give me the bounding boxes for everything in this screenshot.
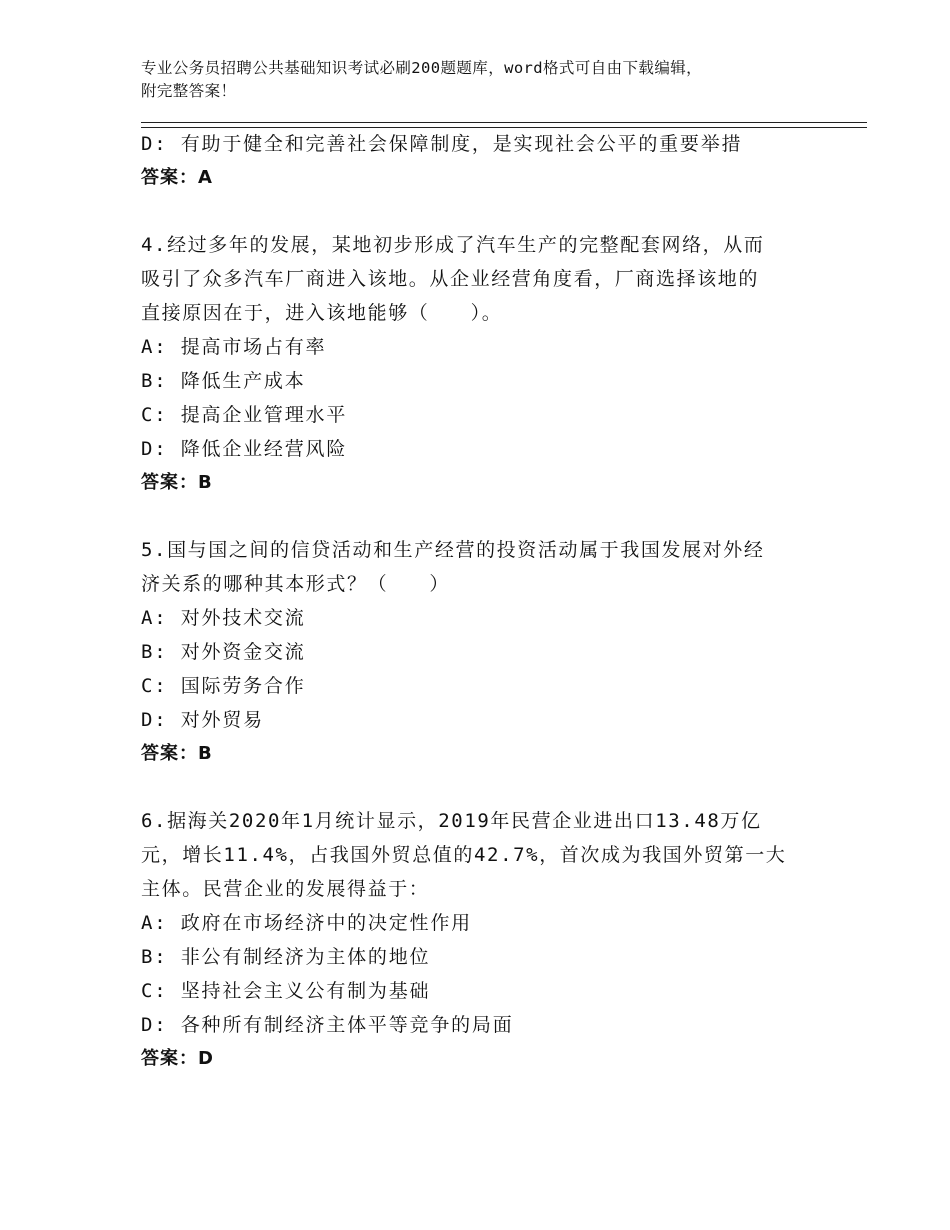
option-c: C: 坚持社会主义公有制为基础 [141, 980, 431, 1002]
question-stem: 元，增长11.4%，占我国外贸总值的42.7%，首次成为我国外贸第一大 [141, 844, 787, 866]
answer: 答案：B [141, 472, 213, 493]
option-c: C: 国际劳务合作 [141, 675, 306, 697]
header-line-1: 专业公务员招聘公共基础知识考试必刷200题题库，word格式可自由下载编辑， [141, 59, 703, 77]
question-stem: 吸引了众多汽车厂商进入该地。从企业经营角度看，厂商选择该地的 [141, 268, 760, 290]
question-stem: 济关系的哪种其本形式？（ ） [141, 573, 451, 595]
question-stem: 4.经过多年的发展，某地初步形成了汽车生产的完整配套网络，从而 [141, 234, 765, 256]
option-b: B: 非公有制经济为主体的地位 [141, 946, 431, 968]
header-divider-top [141, 122, 867, 123]
document-body [141, 127, 821, 1076]
question-6 [141, 804, 821, 1076]
question-stem: 直接原因在于，进入该地能够（ ）。 [141, 302, 503, 324]
option-b: B: 对外资金交流 [141, 641, 306, 663]
previous-question [141, 127, 821, 195]
header-line-2: 附完整答案！ [141, 82, 237, 100]
option-b: B: 降低生产成本 [141, 370, 306, 392]
answer: 答案：D [141, 1048, 214, 1069]
page-header [141, 57, 821, 103]
option-a: A: 提高市场占有率 [141, 336, 327, 358]
option-d: D: 各种所有制经济主体平等竞争的局面 [141, 1014, 514, 1036]
answer: 答案：A [141, 167, 213, 188]
option-a: A: 对外技术交流 [141, 607, 306, 629]
option-d: D: 有助于健全和完善社会保障制度，是实现社会公平的重要举措 [141, 133, 743, 155]
question-5 [141, 533, 821, 771]
question-stem: 5.国与国之间的信贷活动和生产经营的投资活动属于我国发展对外经 [141, 539, 765, 561]
answer: 答案：B [141, 743, 213, 764]
question-stem: 6.据海关2020年1月统计显示，2019年民营企业进出口13.48万亿 [141, 810, 762, 832]
option-c: C: 提高企业管理水平 [141, 404, 348, 426]
option-a: A: 政府在市场经济中的决定性作用 [141, 912, 472, 934]
question-stem: 主体。民营企业的发展得益于： [141, 878, 430, 900]
option-d: D: 降低企业经营风险 [141, 438, 348, 460]
question-4 [141, 228, 821, 500]
option-d: D: 对外贸易 [141, 709, 264, 731]
